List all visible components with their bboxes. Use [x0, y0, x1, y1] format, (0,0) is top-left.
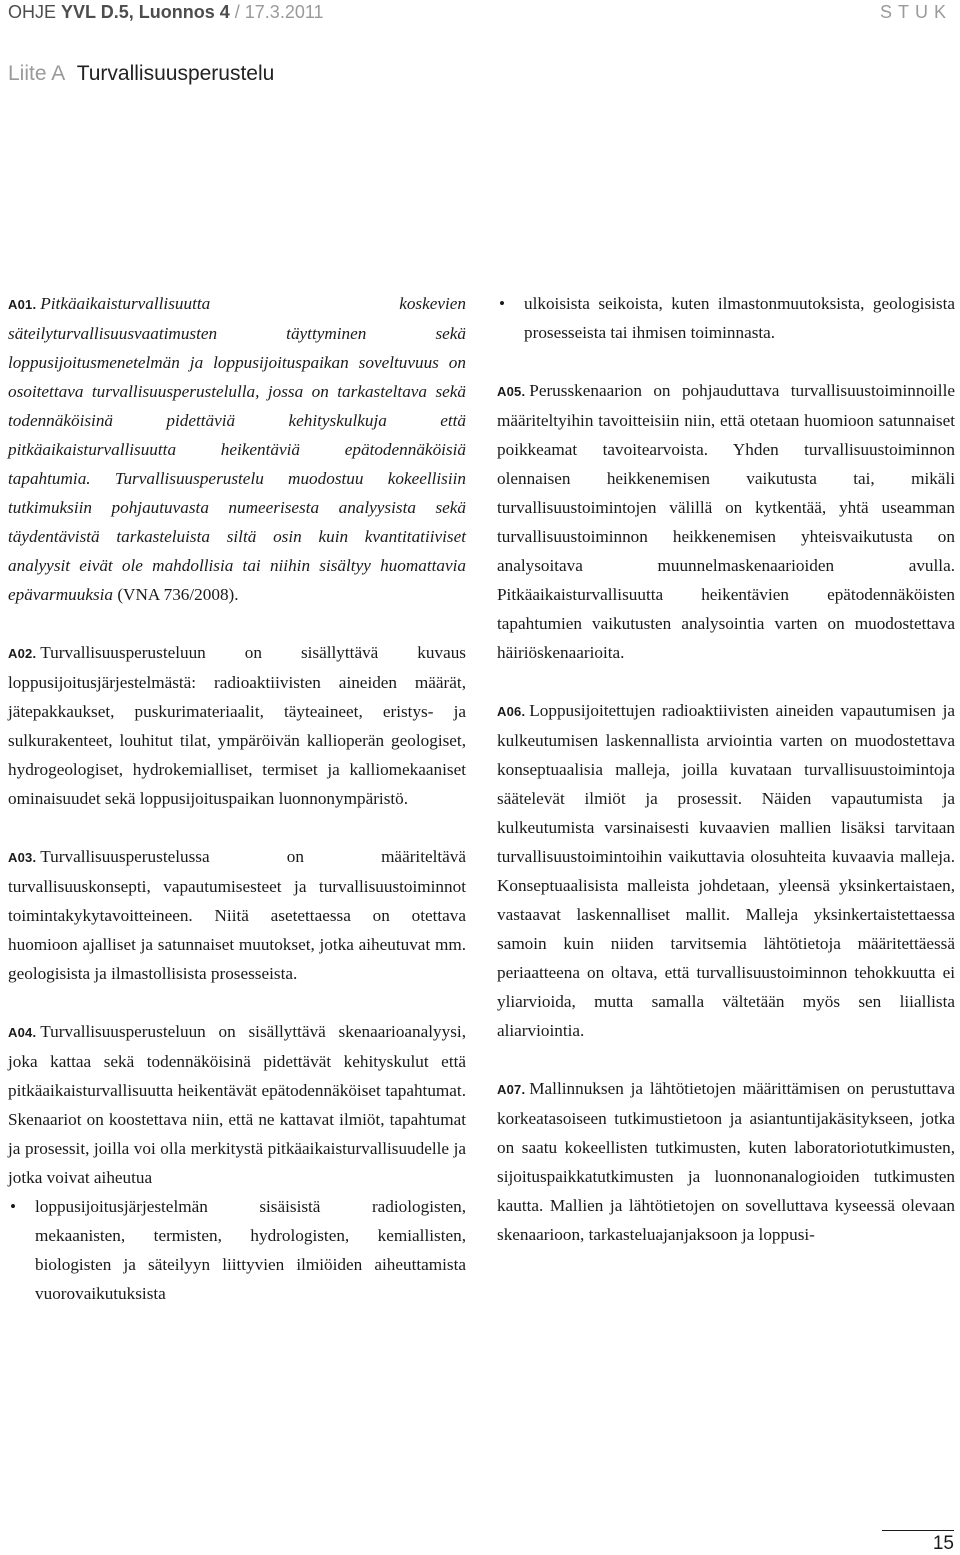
doc-type: OHJE: [8, 2, 57, 22]
appendix-heading: [8, 62, 274, 86]
paragraph-a07: [497, 1074, 955, 1249]
paragraph-number: A04.: [8, 1025, 37, 1040]
paragraph-a04: [8, 1017, 466, 1192]
paragraph-number: A02.: [8, 646, 37, 661]
page-header: [8, 2, 952, 24]
bullet-icon: •: [499, 294, 506, 313]
paragraph-number: A06.: [497, 704, 526, 719]
document-id: [8, 2, 324, 23]
doc-date: 17.3.2011: [244, 2, 324, 22]
paragraph-a05: [497, 376, 955, 667]
paragraph-number: A05.: [497, 384, 526, 399]
organization-logo-text: STUK: [879, 2, 952, 22]
paragraph-reference: (VNA 736/2008).: [113, 585, 239, 604]
paragraph-number: A03.: [8, 850, 37, 865]
left-column: [8, 289, 466, 1337]
paragraph-text-italic: Pitkäaikaisturvallisuutta koskevien säteilyturvallisuusvaatimusten täyttyminen sekä loppusijoitusmenetelmän ja loppusijoituspaikan soveltuvuus on osoitettava turvallisuusperustelulla, jossa on tarkasteltava sekä todennäköisinä pidettäviä kehityskulkuja että pitkäaikaisturvallisuutta heikentäviä epätodennäköisiä tapahtumia. Turvallisuusperustelu muodostuu kokeellisiin tutkimuksiin pohjautuvasta numeerisesta analyysista sekä täydentävistä tarkasteluista siltä osin kuin kvantitatiiviset analyysit eivät ole mahdollisia tai niihin sisältyy huomattavia epävarmuuksia: [8, 294, 466, 604]
paragraph-number: A07.: [497, 1082, 526, 1097]
paragraph-text: Turvallisuusperustelussa on määriteltävä turvallisuuskonsepti, vapautumisesteet ja turvallisuustoiminnot toimintakykytavoitteineen. Niitä asetettaessa on otettava huomioon ajalliset ja satunnaiset muutokset, jotka aiheutuvat mm. geologisista ja ilmastollisista prosesseista.: [8, 847, 466, 983]
bullet-list: [8, 1192, 466, 1308]
appendix-title: Turvallisuusperustelu: [76, 62, 275, 85]
footer-rule: [882, 1530, 954, 1531]
paragraph-a06: [497, 696, 955, 1045]
bullet-icon: •: [10, 1197, 17, 1216]
list-item-text: ulkoisista seikoista, kuten ilmastonmuutoksista, geologisista prosesseista tai ihmisen toiminnasta.: [524, 294, 955, 342]
paragraph-number: A01.: [8, 297, 37, 312]
list-item: [8, 1192, 466, 1308]
paragraph-a03: [8, 842, 466, 988]
paragraph-a01: [8, 289, 466, 609]
bullet-list-continued: [497, 289, 955, 347]
doc-code: YVL D.5, Luonnos 4: [61, 2, 230, 22]
paragraph-text: Turvallisuusperusteluun on sisällyttävä kuvaus loppusijoitusjärjestelmästä: radioaktiivisten aineiden määrät, jätepakkaukset, puskurimateriaalit, täyteaineet, eristys- ja sulkurakenteet, louhitut tilat, ympäröivän kallioperän geologiset, hydrogeologiset, hydrokemialliset, termiset ja kalliomekaaniset ominaisuudet sekä loppusijoituspaikan luonnonympäristö.: [8, 643, 466, 808]
list-item: [497, 289, 955, 347]
paragraph-text: Perusskenaarion on pohjauduttava turvallisuustoiminnoille määriteltyihin tavoitteisiin niin, että otetaan huomioon satunnaiset poikkeamat tavoitearvoista. Yhden turvallisuustoiminnon olennaisen heikkenemisen vaikutusta tai, mikäli turvallisuustoimintojen välillä on kytkentää, yhtä useamman turvallisuustoiminnon heikkenemisen yhteisvaikutusta on analysoitava muunnelmaskenaarioiden avulla. Pitkäaikaisturvallisuutta heikentävien epätodennäköisten tapahtumien vaikutusten analysointia varten on muodostettava häiriöskenaarioita.: [497, 381, 955, 662]
appendix-label: Liite A: [8, 62, 66, 85]
list-item-text: loppusijoitusjärjestelmän sisäisistä radiologisten, mekaanisten, termisten, hydrologisten, kemiallisten, biologisten ja säteilyyn liittyvien ilmiöiden aiheuttamista vuorovaikutuksista: [35, 1197, 466, 1303]
page-number: 15: [932, 1533, 954, 1554]
right-column: [497, 289, 955, 1249]
paragraph-a02: [8, 638, 466, 813]
doc-separator: /: [234, 2, 240, 22]
paragraph-text: Loppusijoitettujen radioaktiivisten aineiden vapautumisen ja kulkeutumisen laskennallista arviointia varten on muodostettava konseptuaalisia malleja, joilla kuvataan turvallisuustoimintoja säätelevät ilmiöt ja prosessit. Näiden vapautumista ja kulkeutumista varsinaisesti kuvaavien mallien lisäksi tarvitaan turvallisuustoimintoihin vaikuttavia olosuhteita kuvaavia malleja. Konseptuaalisista malleista johdetaan, yleensä yksinkertaistaen, vastaavat laskennalliset mallit. Malleja yksinkertaistettaessa samoin kuin niiden tarvitsemia lähtötietoja määritettäessä periaatteena on oltava, että turvallisuustoiminnon tehokkuutta ei yliarvioida, mutta samalla vältetään myös sen liiallista aliarviointia.: [497, 701, 955, 1040]
paragraph-text: Mallinnuksen ja lähtötietojen määrittämisen on perustuttava korkeatasoiseen tutkimustietoon ja asiantuntijakäsitykseen, jotka on saatu kokeellisten tutkimusten, kuten laboratoriotutkimusten, sijoituspaikkatutkimusten ja luonnonanalogioiden tutkimusten kautta. Mallien ja lähtötietojen on sovelluttava kyseessä olevaan skenaarioon, tarkasteluajanjaksoon ja loppusi-: [497, 1079, 955, 1244]
paragraph-text: Turvallisuusperusteluun on sisällyttävä skenaarioanalyysi, joka kattaa sekä todennäköisinä pidettävät kehityskulut että pitkäaikaisturvallisuutta heikentävät epätodennäköiset tapahtumat. Skenaariot on koostettava niin, että ne kattavat ilmiöt, tapahtumat ja prosessit, joilla voi olla merkitystä pitkäaikaisturvallisuudelle ja jotka voivat aiheutua: [8, 1022, 466, 1187]
